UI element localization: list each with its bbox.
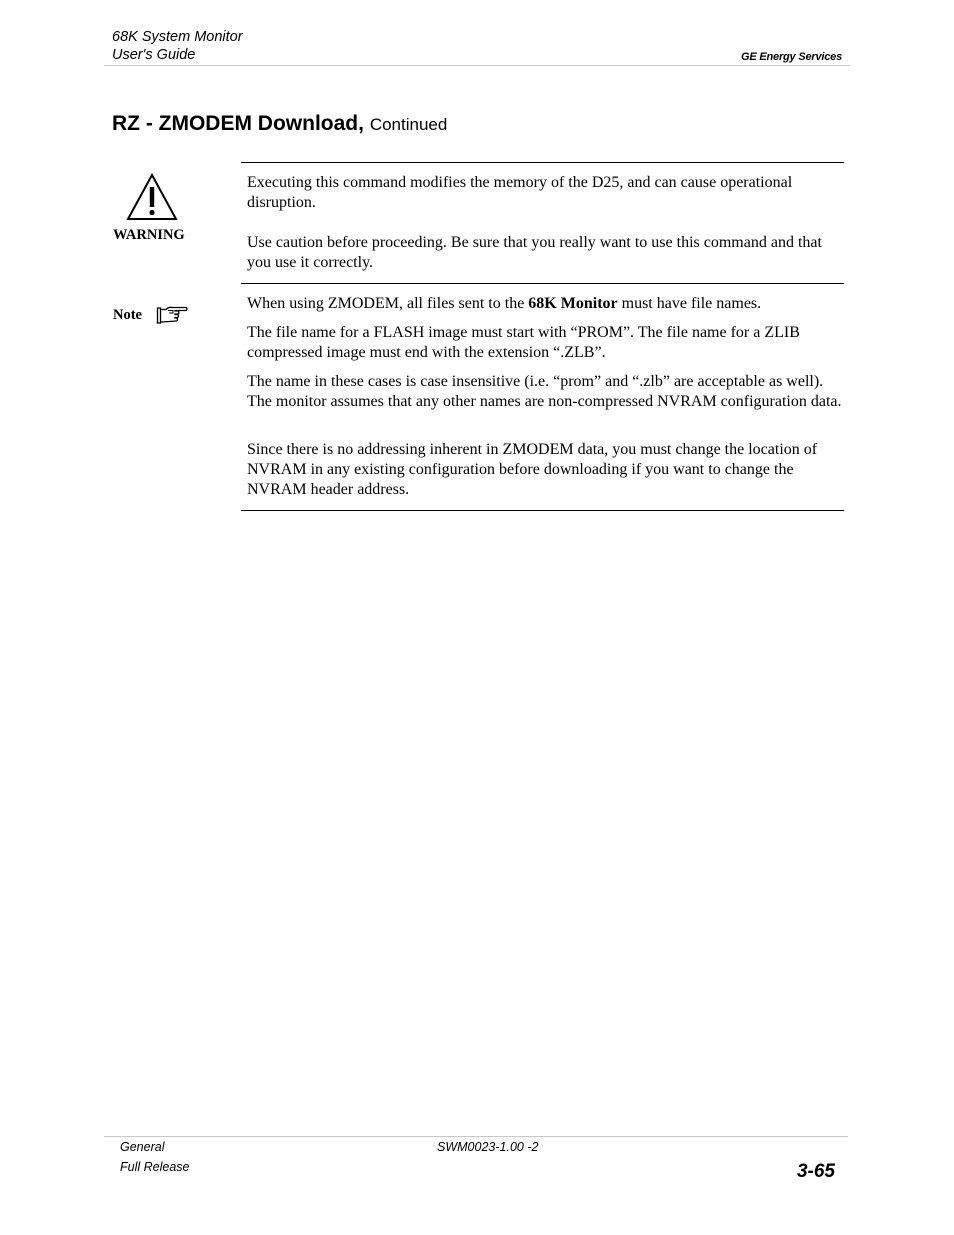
note-p1-text-before: When using ZMODEM, all files sent to the xyxy=(247,295,529,312)
note-bottom-rule xyxy=(241,510,844,511)
note-paragraph-1 xyxy=(247,294,842,314)
document-header xyxy=(112,28,243,64)
note-paragraph-4: Since there is no addressing inherent in ZMODEM data, you must change the location of NVRAM in any existing configuration before downloading if you want to change the NVRAM header address. xyxy=(247,441,818,498)
section-title-text: RZ - ZMODEM Download, xyxy=(112,112,364,135)
note-p1-text-after: must have file names. xyxy=(617,295,762,312)
section-title xyxy=(112,112,447,136)
note-label: Note xyxy=(113,307,142,323)
doc-subtitle: User's Guide xyxy=(112,47,196,63)
doc-title: 68K System Monitor xyxy=(112,29,243,45)
warning-bottom-rule xyxy=(241,283,844,284)
continued-label: Continued xyxy=(369,115,448,134)
note-paragraph-2: The file name for a FLASH image must start with “PROM”. The file name for a ZLIB compressed image must end with the extension “.ZLB”. xyxy=(247,324,800,361)
warning-triangle-icon xyxy=(126,173,178,221)
company-name: GE Energy Services xyxy=(741,51,842,63)
footer-category: General xyxy=(120,1140,165,1154)
header-divider xyxy=(104,65,850,66)
note-paragraph-3: The name in these cases is case insensitive (i.e. “prom” and “.zlb” are acceptable as well). The monitor assumes that any other names are non-compressed NVRAM configuration data. xyxy=(247,373,842,410)
warning-label: WARNING xyxy=(113,227,185,243)
warning-top-rule xyxy=(241,162,844,163)
warning-paragraph-1: Executing this command modifies the memory of the D25, and can cause operational disruption. xyxy=(247,174,793,211)
warning-paragraph-2: Use caution before proceeding. Be sure that you really want to use this command and that you use it correctly. xyxy=(247,234,822,271)
pointing-hand-icon xyxy=(156,305,188,325)
footer-doc-number: SWM0023-1.00 -2 xyxy=(437,1140,539,1154)
footer-divider xyxy=(104,1136,848,1137)
note-p1-bold-term: 68K Monitor xyxy=(528,295,618,312)
page-number: 3-65 xyxy=(796,1161,835,1182)
footer-release: Full Release xyxy=(120,1160,190,1174)
